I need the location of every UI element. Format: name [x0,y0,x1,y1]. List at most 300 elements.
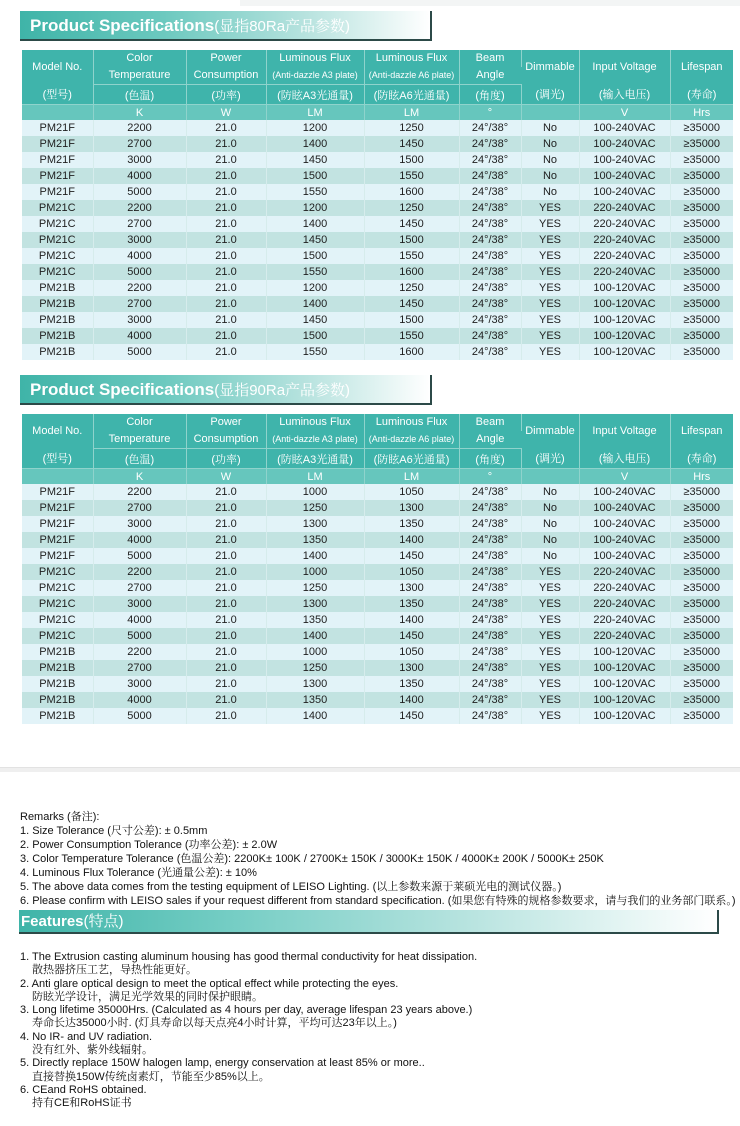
table-cell: No [521,152,579,168]
table-cell: 21.0 [186,200,266,216]
table-row [22,516,733,532]
table-row [22,628,733,644]
table-cell: 100-240VAC [579,136,670,152]
table-cell: 3000 [93,676,186,692]
table-cell: 24°/38° [459,184,521,200]
table-cell: 24°/38° [459,516,521,532]
table-cell: 4000 [93,532,186,548]
table-cell: ≥35000 [670,692,733,708]
table-cell: 220-240VAC [579,612,670,628]
table-cell: ≥35000 [670,280,733,296]
feature-zh: 寿命长达35000小时. (灯具寿命以每天点亮4小时计算，平均可达23年以上。) [32,1017,397,1030]
table-cell: 5000 [93,184,186,200]
unit-flux-a6: LM [364,105,459,121]
spec80-title-bar [20,11,432,41]
table-cell: PM21F [22,500,93,516]
header-zh-beam: (角度) [459,449,521,469]
table-cell: 1300 [266,516,364,532]
table-row [22,564,733,580]
table-cell: 1500 [364,312,459,328]
table-row [22,168,733,184]
table-cell: 220-240VAC [579,216,670,232]
table-row [22,296,733,312]
unit-voltage: V [579,105,670,121]
table-cell: 1250 [364,200,459,216]
table-cell: 2200 [93,644,186,660]
table-row [22,580,733,596]
table-cell: ≥35000 [670,264,733,280]
header-power-2: Consumption [186,67,266,85]
table-cell: 100-240VAC [579,532,670,548]
table-cell: PM21F [22,532,93,548]
table-cell: 4000 [93,168,186,184]
unit-flux-a3: LM [266,105,364,121]
feature-zh: 散热器挤压工艺，导热性能更好。 [32,964,197,977]
table-cell: 21.0 [186,344,266,360]
header-flux-a6-2: (Anti-dazzle A6 plate) [364,431,459,449]
table-cell: 1400 [266,548,364,564]
unit-dimmable [521,105,579,121]
table-cell: PM21C [22,628,93,644]
header-zh-dimmable: (调光) [521,85,579,105]
table-cell: 24°/38° [459,136,521,152]
header-flux-a3-2: (Anti-dazzle A3 plate) [266,67,364,85]
table-cell: 1300 [266,676,364,692]
table-cell: ≥35000 [670,200,733,216]
table-cell: 1400 [364,692,459,708]
header-flux-a3: Luminous Flux [266,414,364,431]
table-cell: 100-120VAC [579,708,670,724]
header-beam: Beam [459,414,521,431]
table-cell: 1200 [266,120,364,136]
table-cell: 1450 [266,312,364,328]
table-cell: 24°/38° [459,548,521,564]
table-cell: PM21C [22,580,93,596]
table-cell: ≥35000 [670,580,733,596]
table-cell: ≥35000 [670,596,733,612]
unit-power: W [186,105,266,121]
table-cell: 100-240VAC [579,152,670,168]
spec90-title-zh: (显指90Ra产品参数) [214,382,351,399]
header-flux-a3: Luminous Flux [266,50,364,67]
table-cell: 3000 [93,232,186,248]
table-cell: 100-120VAC [579,328,670,344]
spec90-body [22,484,733,724]
header-beam-2: Angle [459,67,521,85]
table-cell: 1000 [266,644,364,660]
table-cell: ≥35000 [670,484,733,500]
table-cell: 100-240VAC [579,184,670,200]
table-cell: 100-120VAC [579,644,670,660]
table-cell: PM21F [22,516,93,532]
table-cell: 100-240VAC [579,484,670,500]
features-list [20,951,477,1111]
table-cell: 24°/38° [459,264,521,280]
table-cell: 2200 [93,120,186,136]
header-flux-a3-2: (Anti-dazzle A3 plate) [266,431,364,449]
table-cell: 1600 [364,184,459,200]
table-cell: YES [521,200,579,216]
table-cell: PM21F [22,168,93,184]
header-lifespan: Lifespan [670,414,733,449]
table-cell: 1450 [364,136,459,152]
table-cell: PM21C [22,248,93,264]
features-title-en: Features [21,913,84,930]
table-row [22,612,733,628]
table-cell: 21.0 [186,184,266,200]
table-cell: 21.0 [186,328,266,344]
table-cell: 1400 [364,532,459,548]
table-cell: 2700 [93,580,186,596]
table-cell: 100-120VAC [579,660,670,676]
table-cell: 100-120VAC [579,344,670,360]
table-cell: 24°/38° [459,344,521,360]
table-cell: 100-120VAC [579,692,670,708]
unit-lifespan: Hrs [670,469,733,485]
header-zh-power: (功率) [186,449,266,469]
header-zh-flux-a6: (防眩A6光通量) [364,449,459,469]
table-cell: 24°/38° [459,168,521,184]
table-cell: 21.0 [186,548,266,564]
table-cell: YES [521,328,579,344]
header-zh-dimmable: (调光) [521,449,579,469]
table-cell: ≥35000 [670,136,733,152]
table-cell: ≥35000 [670,216,733,232]
table-cell: No [521,548,579,564]
header-flux-a6: Luminous Flux [364,414,459,431]
table-cell: 2200 [93,564,186,580]
table-cell: ≥35000 [670,532,733,548]
table-cell: 1400 [266,296,364,312]
table-cell: 100-120VAC [579,296,670,312]
table-cell: 1250 [266,660,364,676]
table-cell: 21.0 [186,248,266,264]
table-cell: 3000 [93,596,186,612]
table-cell: ≥35000 [670,500,733,516]
spec90-header-row-zh [22,449,733,469]
table-row [22,248,733,264]
table-cell: 24°/38° [459,296,521,312]
header-color-2: Temperature [93,67,186,85]
table-cell: 1450 [364,548,459,564]
table-cell: 220-240VAC [579,580,670,596]
table-cell: 1500 [266,328,364,344]
table-cell: 1500 [266,168,364,184]
table-cell: 1550 [364,168,459,184]
table-row [22,548,733,564]
table-cell: PM21F [22,120,93,136]
table-cell: 3000 [93,312,186,328]
remark-item: 3. Color Temperature Tolerance (色温公差): 2200K± 100K / 2700K± 150K / 3000K± 150K / 4000K± 200K / 5000K± 250K [20,853,604,865]
table-row [22,644,733,660]
table-cell: 24°/38° [459,200,521,216]
table-cell: YES [521,216,579,232]
table-cell: No [521,532,579,548]
unit-beam: ° [459,469,521,485]
table-cell: No [521,168,579,184]
table-cell: YES [521,312,579,328]
table-cell: 100-120VAC [579,312,670,328]
table-cell: YES [521,644,579,660]
table-cell: 1300 [266,596,364,612]
header-power: Power [186,50,266,67]
spec80-body [22,120,733,360]
table-cell: 220-240VAC [579,200,670,216]
table-cell: 24°/38° [459,216,521,232]
table-cell: PM21F [22,484,93,500]
table-cell: 4000 [93,692,186,708]
table-cell: 1350 [364,676,459,692]
table-cell: 21.0 [186,500,266,516]
table-cell: 24°/38° [459,280,521,296]
table-cell: 1450 [266,232,364,248]
table-cell: 1250 [364,120,459,136]
table-cell: 4000 [93,248,186,264]
table-cell: 1300 [364,660,459,676]
unit-dimmable [521,469,579,485]
table-cell: 100-240VAC [579,120,670,136]
feature-item [20,951,477,978]
table-cell: 4000 [93,612,186,628]
table-cell: ≥35000 [670,548,733,564]
header-zh-color: (色温) [93,85,186,105]
header-lifespan: Lifespan [670,50,733,85]
table-cell: 1550 [266,264,364,280]
table-cell: ≥35000 [670,676,733,692]
table-cell: YES [521,692,579,708]
table-cell: PM21C [22,200,93,216]
table-row [22,264,733,280]
remark-item: 4. Luminous Flux Tolerance (光通量公差): ± 10% [20,867,257,879]
spec90-title-bar [20,375,432,405]
spec90-header-row-1 [22,414,733,431]
table-cell: 1350 [364,596,459,612]
table-cell: PM21B [22,708,93,724]
spec80-table [22,50,733,360]
table-cell: ≥35000 [670,248,733,264]
feature-zh: 没有红外、紫外线辐射。 [32,1044,153,1057]
table-cell: 21.0 [186,644,266,660]
table-cell: ≥35000 [670,120,733,136]
table-cell: 1350 [266,532,364,548]
table-cell: 2200 [93,484,186,500]
table-cell: PM21B [22,660,93,676]
table-cell: 1500 [364,152,459,168]
spec80-title-en: Product Specifications [30,16,215,35]
feature-item [20,1004,477,1031]
table-cell: ≥35000 [670,296,733,312]
table-row [22,344,733,360]
table-cell: PM21F [22,136,93,152]
table-cell: PM21B [22,328,93,344]
header-dimmable: Dimmable [521,50,579,85]
table-cell: 100-240VAC [579,516,670,532]
table-cell: 220-240VAC [579,264,670,280]
table-cell: 24°/38° [459,532,521,548]
remarks-section [20,810,736,908]
table-cell: 1200 [266,200,364,216]
header-zh-voltage: (输入电压) [579,85,670,105]
table-row [22,484,733,500]
table-cell: ≥35000 [670,564,733,580]
table-cell: 1450 [364,296,459,312]
feature-en: 5. Directly replace 150W halogen lamp, energy conservation at least 85% or more.. [20,1057,425,1070]
header-zh-lifespan: (寿命) [670,449,733,469]
table-cell: 1450 [364,628,459,644]
table-cell: 21.0 [186,660,266,676]
feature-item [20,1057,477,1084]
unit-lifespan: Hrs [670,105,733,121]
feature-zh: 直接替换150W传统卤素灯，节能至少85%以上。 [32,1070,270,1083]
table-cell: YES [521,344,579,360]
header-zh-power: (功率) [186,85,266,105]
header-power: Power [186,414,266,431]
table-cell: 24°/38° [459,328,521,344]
header-zh-model: (型号) [22,85,93,105]
unit-model [22,469,93,485]
table-cell: No [521,484,579,500]
table-cell: ≥35000 [670,312,733,328]
table-cell: 21.0 [186,564,266,580]
table-cell: ≥35000 [670,516,733,532]
spec90-units-row [22,469,733,485]
table-cell: 1300 [364,580,459,596]
table-cell: 100-120VAC [579,676,670,692]
table-row [22,676,733,692]
table-cell: 1450 [266,152,364,168]
remark-item: 1. Size Tolerance (尺寸公差): ± 0.5mm [20,825,208,837]
table-cell: No [521,500,579,516]
table-row [22,232,733,248]
remark-item: 5. The above data comes from the testing equipment of LEISO Lighting. (以上参数来源于莱硕光电的测试仪器。) [20,881,562,893]
table-cell: No [521,120,579,136]
feature-item [20,1084,477,1111]
table-cell: 1550 [266,184,364,200]
table-cell: 100-240VAC [579,548,670,564]
table-cell: ≥35000 [670,232,733,248]
table-cell: 5000 [93,264,186,280]
table-cell: 1600 [364,344,459,360]
table-cell: 4000 [93,328,186,344]
header-voltage: Input Voltage [579,50,670,85]
table-cell: 1000 [266,564,364,580]
spec80-header-row-1 [22,50,733,67]
table-cell: 21.0 [186,580,266,596]
table-row [22,708,733,724]
table-cell: 21.0 [186,152,266,168]
table-row [22,216,733,232]
table-cell: 1350 [266,692,364,708]
table-cell: 21.0 [186,312,266,328]
table-cell: 5000 [93,548,186,564]
table-row [22,596,733,612]
table-cell: 2700 [93,216,186,232]
table-cell: 1550 [266,344,364,360]
table-cell: 100-120VAC [579,280,670,296]
table-cell: 21.0 [186,280,266,296]
unit-color: K [93,105,186,121]
feature-en: 2. Anti glare optical design to meet the optical effect while protecting the eyes. [20,977,399,990]
table-cell: 24°/38° [459,120,521,136]
table-cell: 1000 [266,484,364,500]
table-row [22,120,733,136]
table-cell: YES [521,248,579,264]
table-cell: PM21B [22,644,93,660]
table-cell: 1200 [266,280,364,296]
table-cell: 1500 [266,248,364,264]
header-flux-a6: Luminous Flux [364,50,459,67]
table-cell: 21.0 [186,232,266,248]
table-cell: YES [521,580,579,596]
header-voltage: Input Voltage [579,414,670,449]
table-row [22,312,733,328]
table-cell: 21.0 [186,612,266,628]
section-divider [0,767,740,772]
feature-zh: 持有CE和RoHS证书 [32,1097,132,1110]
table-row [22,200,733,216]
table-cell: 24°/38° [459,708,521,724]
table-cell: 100-240VAC [579,168,670,184]
table-cell: 2700 [93,500,186,516]
table-cell: 24°/38° [459,692,521,708]
header-zh-color: (色温) [93,449,186,469]
table-cell: 1050 [364,484,459,500]
table-cell: PM21C [22,596,93,612]
table-cell: 220-240VAC [579,248,670,264]
table-row [22,500,733,516]
table-cell: 3000 [93,516,186,532]
unit-power: W [186,469,266,485]
table-cell: ≥35000 [670,708,733,724]
table-cell: 2700 [93,296,186,312]
feature-item [20,1031,477,1058]
table-cell: 24°/38° [459,564,521,580]
table-row [22,152,733,168]
table-cell: PM21C [22,216,93,232]
features-title-bar [19,910,719,934]
table-cell: 1400 [364,612,459,628]
table-cell: PM21B [22,344,93,360]
table-cell: 220-240VAC [579,628,670,644]
table-cell: 24°/38° [459,500,521,516]
table-cell: No [521,184,579,200]
table-cell: 5000 [93,628,186,644]
table-row [22,660,733,676]
table-cell: YES [521,676,579,692]
table-cell: 1400 [266,708,364,724]
table-cell: 5000 [93,708,186,724]
table-cell: 1500 [364,232,459,248]
table-cell: 24°/38° [459,152,521,168]
table-cell: 1450 [364,708,459,724]
table-cell: 21.0 [186,136,266,152]
unit-voltage: V [579,469,670,485]
feature-en: 3. Long lifetime 35000Hrs. (Calculated as 4 hours per day, average lifespan 23 years above.) [20,1004,473,1017]
header-dimmable: Dimmable [521,414,579,449]
spec90-table [22,414,733,724]
table-cell: PM21B [22,312,93,328]
table-cell: 220-240VAC [579,596,670,612]
header-color: Color [93,50,186,67]
table-cell: 24°/38° [459,484,521,500]
table-cell: 1250 [364,280,459,296]
spec90-title-en: Product Specifications [30,380,215,399]
header-beam: Beam [459,50,521,67]
header-beam-2: Angle [459,431,521,449]
table-cell: 2700 [93,136,186,152]
table-cell: 1450 [364,216,459,232]
table-cell: 21.0 [186,484,266,500]
